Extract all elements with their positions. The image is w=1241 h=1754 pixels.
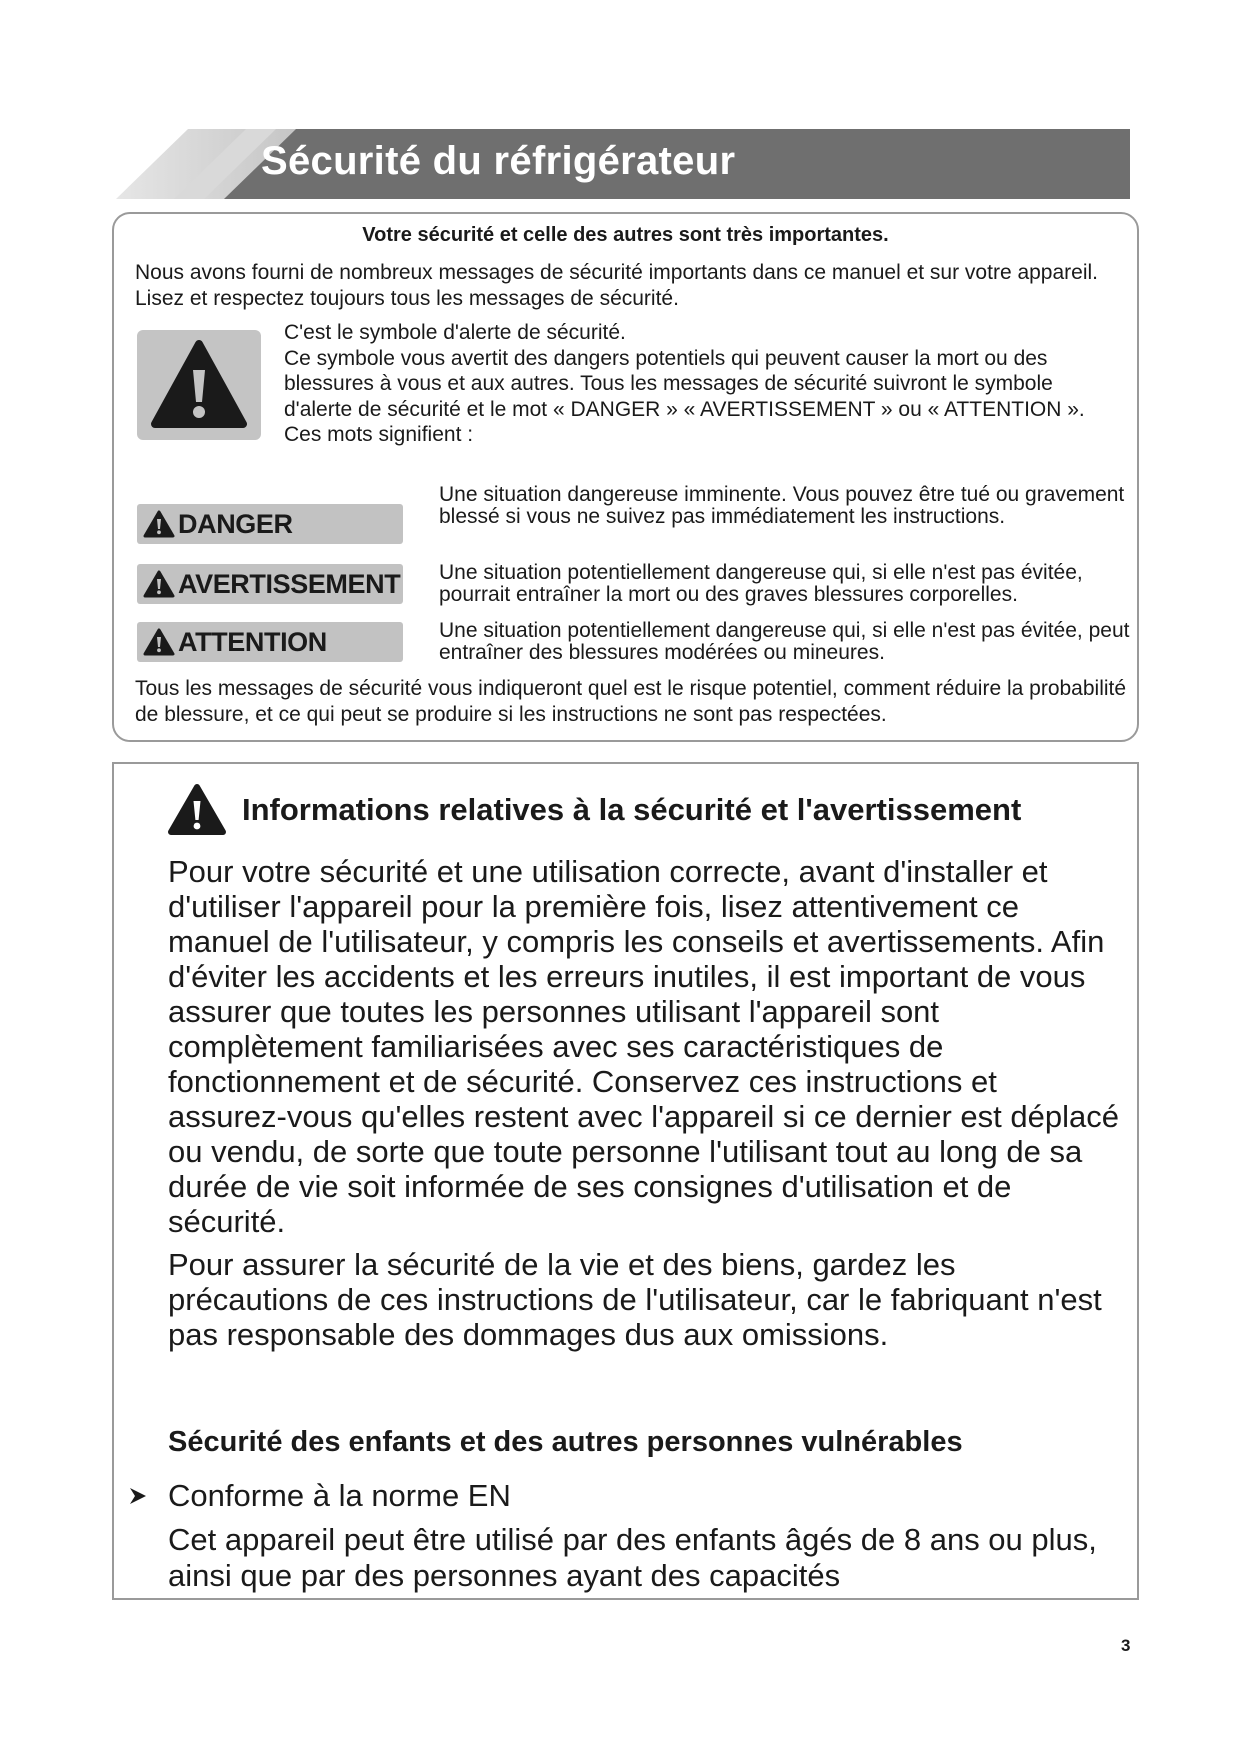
info-body	[168, 854, 1123, 1352]
info-paragraph-2: Pour assurer la sécurité de la vie et des biens, gardez les précautions de ces instructions de l'utilisateur, car le fabriquant n'est pas responsable des dommages dus aux omissions.	[168, 1247, 1102, 1352]
info-paragraph-1: Pour votre sécurité et une utilisation correcte, avant d'installer et d'utiliser l'appareil pour la première fois, lisez attentivement ce manuel de l'utilisateur, y compris les conseils et avertissements. Afin d'éviter les accidents et les erreurs inutiles, il est important de vous assurer que toutes les personnes utilisant l'appareil sont complètement familiarisées avec ses caractéristiques de fonctionnement et de sécurité. Conservez ces instructions et assurez-vous qu'elles restent avec l'appareil si ce dernier est déplacé ou vendu, de sorte que toute personne l'utilisant tout au long de sa durée de vie soit informée de ses consignes d'utilisation et de sécurité.	[168, 854, 1119, 1239]
symbol-description: Ce symbole vous avertit des dangers potentiels qui peuvent causer la mort ou des blessures à vous et aux autres. Tous les messages de sécurité suivront le symbole d'alerte de sécurité et le mot « DANGER » « AVERTISSEMENT » ou « ATTENTION ».	[284, 346, 1085, 421]
warning-label	[137, 564, 403, 604]
warning-triangle-icon	[143, 509, 175, 539]
bullet-text: Cet appareil peut être utilisé par des enfants âgés de 8 ans ou plus, ainsi que par des personnes ayant des capacités	[168, 1522, 1097, 1593]
symbol-explanation	[284, 320, 1124, 448]
page-title: Sécurité du réfrigérateur	[261, 139, 736, 183]
caution-label	[137, 622, 403, 662]
safety-intro: Nous avons fourni de nombreux messages de sécurité importants dans ce manuel et sur votre appareil. Lisez et respectez toujours tous les messages de sécurité.	[135, 261, 1099, 310]
warning-word: AVERTISSEMENT	[178, 568, 401, 599]
bullet-title: Conforme à la norme EN	[168, 1478, 511, 1513]
caution-description: Une situation potentiellement dangereuse qui, si elle n'est pas évitée, peut entraîner des blessures modérées ou mineures.	[439, 619, 1130, 664]
safety-heading: Votre sécurité et celle des autres sont très importantes.	[362, 224, 889, 246]
meaning-line: Ces mots signifient :	[284, 423, 474, 446]
caution-word: ATTENTION	[178, 626, 327, 657]
warning-triangle-icon	[149, 336, 249, 432]
warning-triangle-icon	[143, 569, 175, 599]
safety-alert-symbol	[137, 330, 261, 440]
warning-triangle-icon	[166, 782, 228, 838]
page-number: 3	[1121, 1636, 1131, 1655]
symbol-line: C'est le symbole d'alerte de sécurité.	[284, 321, 626, 344]
danger-label	[137, 504, 403, 544]
danger-word: DANGER	[178, 508, 293, 539]
safety-message-box	[112, 212, 1139, 742]
info-heading	[166, 782, 1021, 838]
warning-description: Une situation potentiellement dangereuse qui, si elle n'est pas évitée, pourrait entraîner la mort ou des graves blessures corporelles.	[439, 561, 1083, 606]
title-banner	[116, 129, 1130, 199]
children-safety-subheading: Sécurité des enfants et des autres personnes vulnérables	[168, 1426, 963, 1458]
warning-triangle-icon	[143, 627, 175, 657]
info-heading-text: Informations relatives à la sécurité et l'avertissement	[242, 792, 1022, 827]
chevron-right-icon	[126, 1478, 152, 1514]
safety-closing: Tous les messages de sécurité vous indiqueront quel est le risque potentiel, comment réduire la probabilité de blessure, et ce qui peut se produire si les instructions ne sont pas respectées.	[135, 677, 1127, 726]
safety-information-box	[112, 762, 1139, 1600]
danger-description: Une situation dangereuse imminente. Vous pouvez être tué ou gravement blessé si vous ne suivez pas immédiatement les instructions.	[439, 483, 1125, 528]
